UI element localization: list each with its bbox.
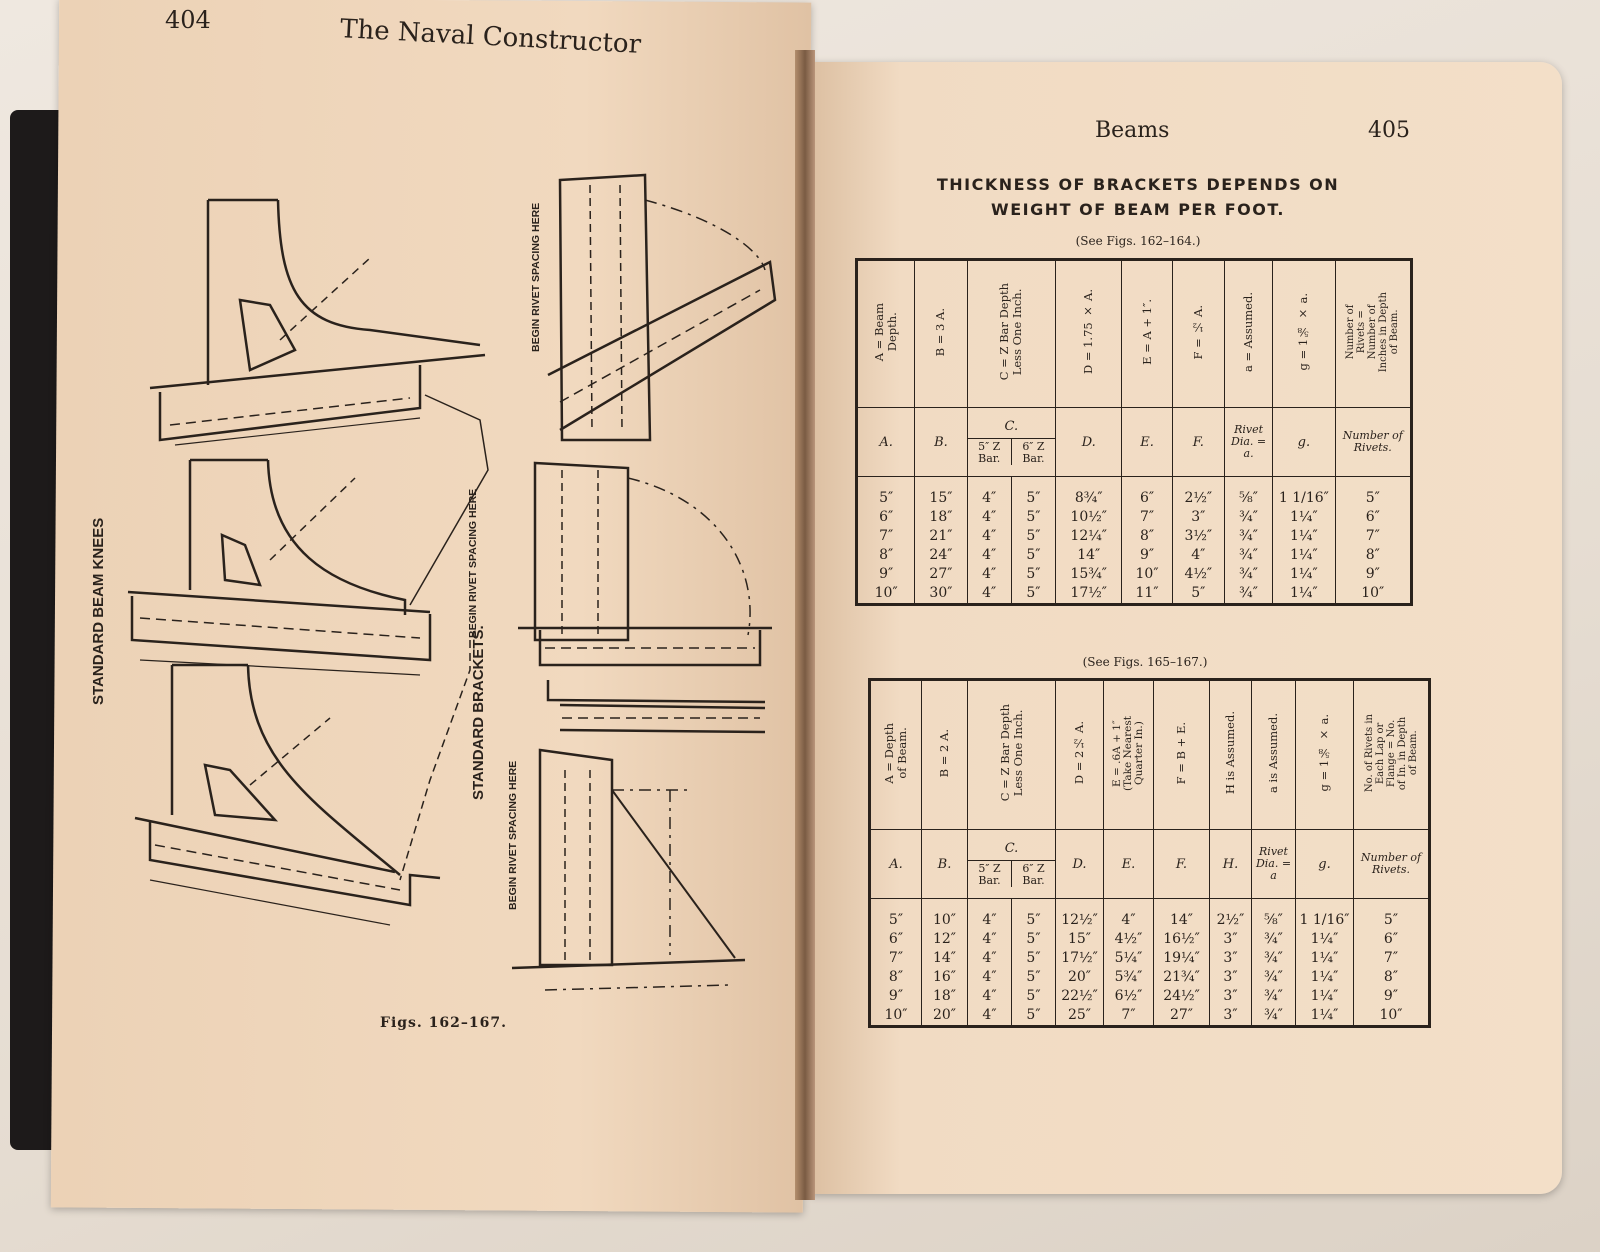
table-cell: 5″ (1026, 490, 1041, 506)
t2-label-B: B. (922, 830, 968, 899)
t1-label-A: A. (857, 408, 915, 477)
label-rivet-spacing-3: BEGIN RIVET SPACING HERE (507, 760, 519, 910)
table-cell: 12½″ (1061, 912, 1098, 928)
t2-col-g (1296, 899, 1354, 1027)
table-cell: ¾″ (1264, 950, 1283, 966)
table-cell: 4″ (1191, 547, 1206, 563)
t2-label-E: E. (1104, 830, 1154, 899)
t1-label-F: F. (1172, 408, 1224, 477)
table-cell: 18″ (932, 988, 957, 1004)
table-cell: 5″ (879, 490, 894, 506)
table-cell: 24½″ (1163, 988, 1200, 1004)
table-cell: 14″ (1169, 912, 1194, 928)
t2-label-H: H. (1210, 830, 1252, 899)
table-cell: 5¼″ (1114, 950, 1143, 966)
table-cell: 1¼″ (1290, 547, 1318, 563)
t2-header-g: g = 1⅝ × a. (1317, 714, 1331, 792)
bar-section-drawing (548, 680, 765, 732)
t1-col-E (1122, 477, 1172, 605)
right-running-head: Beams (1095, 118, 1170, 143)
table-cell: 17½″ (1061, 950, 1098, 966)
table-cell: 3″ (1223, 988, 1238, 1004)
table-cell: 6″ (879, 509, 894, 525)
t1-header-A: A = Beam Depth. (872, 302, 900, 362)
table-cell: 4″ (982, 1007, 997, 1023)
table-cell: 5″ (1026, 931, 1041, 947)
table-cell: ⅝″ (1239, 490, 1258, 506)
table-cell: 5″ (1026, 969, 1041, 985)
table-cell: 1¼″ (1310, 950, 1339, 966)
t2-header-D: D = 2½ A. (1072, 721, 1086, 785)
table-cell: 9″ (1383, 988, 1399, 1004)
table-cell: 27″ (929, 566, 953, 582)
table-cell: 10″ (1135, 566, 1159, 582)
table-cell: 17½″ (1070, 585, 1108, 601)
table-cell: 5″ (1026, 912, 1041, 928)
t2-col-A (870, 899, 922, 1027)
table-title-line-1: THICKNESS OF BRACKETS DEPENDS ON (936, 175, 1340, 194)
table-cell: 8″ (1383, 969, 1399, 985)
t2-header-a: a is Assumed. (1266, 713, 1280, 793)
table-cell: 5″ (1026, 547, 1041, 563)
table-cell: 4″ (982, 969, 997, 985)
t1-label-C: C. (1004, 419, 1019, 434)
table-cell: 5″ (888, 912, 904, 928)
table-cell: ¾″ (1239, 528, 1258, 544)
t1-label-C-sub (968, 438, 1055, 465)
label-standard-beam-knees: STANDARD BEAM KNEES (90, 517, 107, 705)
table-cell: 8″ (888, 969, 904, 985)
table-cell: 1¼″ (1310, 969, 1339, 985)
table-cell: 5″ (1026, 988, 1041, 1004)
table-cell: 10″ (884, 1007, 908, 1023)
table-cell: ¾″ (1264, 931, 1283, 947)
table-cell: 6½″ (1114, 988, 1143, 1004)
table-cell: 7″ (1383, 950, 1399, 966)
table-1-header-row (857, 260, 1412, 408)
table-cell: 5″ (1191, 585, 1206, 601)
table-cell: 25″ (1067, 1007, 1092, 1023)
t2-header-N: No. of Rivets in Each Lap or Flange = No. of In. in Depth of Beam. (1363, 713, 1419, 793)
table-cell: 9″ (888, 988, 904, 1004)
table-cell: 7″ (888, 950, 904, 966)
table-cell: 14″ (1077, 547, 1101, 563)
t1-header-C: C = Z Bar Depth Less One Inch. (997, 283, 1025, 381)
bracket-drawing-1 (548, 175, 775, 440)
table-1-label-row (857, 408, 1412, 477)
table-cell: 12″ (932, 931, 957, 947)
table-2-header-row (870, 680, 1430, 830)
table-cell: 7″ (1121, 1007, 1136, 1023)
table-1-data-row (857, 477, 1412, 605)
t2-col-D (1056, 899, 1104, 1027)
t1-col-C5 (968, 477, 1011, 603)
table-cell: 4″ (982, 931, 997, 947)
table-cell: 10″ (1361, 585, 1385, 601)
beam-knee-drawing-2 (128, 460, 430, 675)
t1-header-D: D = 1.75 × A. (1081, 289, 1096, 375)
table-cell: 1¼″ (1310, 988, 1339, 1004)
t1-col-D (1056, 477, 1122, 605)
table-cell: 6″ (1383, 931, 1399, 947)
table-cell: 27″ (1169, 1007, 1194, 1023)
t2-header-A: A = Depth of Beam. (882, 722, 909, 784)
table-cell: 5″ (1026, 950, 1041, 966)
t2-label-N: Number of Rivets. (1354, 830, 1430, 899)
table-cell: 20″ (1067, 969, 1092, 985)
t1-col-N (1335, 477, 1411, 605)
table-cell: 2½″ (1184, 490, 1213, 506)
table-2-data-row (870, 899, 1430, 1027)
t1-col-F (1172, 477, 1224, 605)
table-cell: ¾″ (1239, 547, 1258, 563)
left-running-head: The Naval Constructor (339, 14, 642, 60)
t1-header-B: B = 3 A. (933, 307, 948, 357)
label-standard-brackets: STANDARD BRACKETS. (470, 625, 487, 800)
table-cell: ¾″ (1239, 585, 1258, 601)
table-cell: 3″ (1191, 509, 1206, 525)
table-cell: ¾″ (1264, 969, 1283, 985)
t2-header-H: H is Assumed. (1223, 711, 1237, 795)
table-cell: ¾″ (1239, 509, 1258, 525)
t1-label-D: D. (1056, 408, 1122, 477)
see-figs-table-1: (See Figs. 162–164.) (1075, 234, 1201, 248)
table-cell: 3″ (1223, 931, 1238, 947)
table-cell: 1¼″ (1290, 566, 1318, 582)
t1-header-F: F = ½ A. (1190, 304, 1205, 360)
table-cell: ¾″ (1239, 566, 1258, 582)
table-cell: 22½″ (1061, 988, 1098, 1004)
table-cell: 1¼″ (1290, 585, 1318, 601)
table-cell: 5″ (1026, 585, 1041, 601)
t1-header-E: E = A + 1″. (1139, 299, 1154, 365)
table-cell: 6″ (1365, 509, 1380, 525)
right-page-number: 405 (1368, 118, 1410, 143)
t2-label-F: F. (1154, 830, 1210, 899)
label-rivet-spacing-2: BEGIN RIVET SPACING HERE (467, 488, 479, 638)
table-cell: 15¾″ (1070, 566, 1108, 582)
table-cell: 14″ (932, 950, 957, 966)
left-page-number: 404 (165, 6, 211, 34)
t1-label-N: Number of Rivets. (1335, 408, 1411, 477)
table-cell: 1¼″ (1290, 528, 1318, 544)
table-cell: 4″ (982, 950, 997, 966)
beam-knee-drawing-3 (135, 665, 440, 925)
t1-label-B: B. (915, 408, 967, 477)
t1-header-a: a = Assumed. (1241, 291, 1256, 373)
t2-label-C-6z: 6″ Z Bar. (1011, 861, 1055, 887)
table-cell: 4″ (982, 490, 997, 506)
table-cell: 30″ (929, 585, 953, 601)
table-cell: 7″ (879, 528, 894, 544)
t2-label-D: D. (1056, 830, 1104, 899)
t2-col-a (1252, 899, 1296, 1027)
figure-caption: Figs. 162–167. (380, 1015, 507, 1031)
t2-label-g: g. (1296, 830, 1354, 899)
table-cell: 6″ (1139, 490, 1155, 506)
table-cell: ¾″ (1264, 1007, 1283, 1023)
table-cell: 5″ (1026, 528, 1041, 544)
t1-col-B (915, 477, 967, 605)
table-cell: 4″ (982, 547, 997, 563)
t1-col-C (967, 477, 1055, 605)
table-cell: 19¼″ (1163, 950, 1200, 966)
table-cell: 7″ (1365, 528, 1380, 544)
table-cell: 5″ (1026, 566, 1041, 582)
t1-label-g: g. (1273, 408, 1335, 477)
table-cell: 4½″ (1114, 931, 1143, 947)
bracket-drawing-3 (512, 750, 745, 990)
table-cell: 20″ (932, 1007, 957, 1023)
t2-col-H (1210, 899, 1252, 1027)
t1-label-C-6z: 6″ Z Bar. (1011, 439, 1055, 465)
table-cell: 7″ (1139, 509, 1155, 525)
table-cell: 5″ (1026, 1007, 1041, 1023)
table-cell: 8″ (879, 547, 894, 563)
t1-header-N: Number of Rivets = Number of Inches in Depth of Beam. (1345, 291, 1401, 373)
t2-col-B (922, 899, 968, 1027)
table-cell: 3½″ (1184, 528, 1213, 544)
t2-label-A: A. (870, 830, 922, 899)
table-cell: 4½″ (1184, 566, 1213, 582)
table-cell: 1¼″ (1290, 509, 1318, 525)
table-cell: 16″ (932, 969, 957, 985)
t1-header-g: g = 1⅝ × a. (1296, 293, 1311, 371)
brackets-table-2 (868, 678, 1431, 1028)
table-cell: 15″ (1067, 931, 1092, 947)
table-cell: 5¾″ (1114, 969, 1143, 985)
table-cell: 9″ (1139, 547, 1155, 563)
t2-label-C-5z: 5″ Z Bar. (978, 862, 1001, 887)
t2-header-E: E = .6A + 1″ (Take Nearest Quarter In.) (1111, 715, 1145, 791)
t2-label-C-cell (968, 830, 1056, 899)
table-cell: 12¼″ (1070, 528, 1108, 544)
see-figs-table-2: (See Figs. 165–167.) (1082, 655, 1208, 669)
table-cell: 1 1/16″ (1278, 490, 1329, 506)
t1-col-C6 (1011, 477, 1055, 603)
table-cell: 5″ (1365, 490, 1380, 506)
table-cell: 4″ (982, 912, 997, 928)
table-2-label-row (870, 830, 1430, 899)
table-cell: 10″ (874, 585, 898, 601)
t2-label-C: C. (1004, 841, 1019, 856)
table-cell: ⅝″ (1264, 912, 1283, 928)
table-cell: 3″ (1223, 1007, 1238, 1023)
t2-col-C6 (1011, 899, 1055, 1025)
table-cell: 8″ (1139, 528, 1155, 544)
table-title (888, 172, 1388, 222)
table-cell: 8¾″ (1074, 490, 1103, 506)
table-cell: 1 1/16″ (1299, 912, 1350, 928)
table-cell: 4″ (982, 585, 997, 601)
table-cell: 4″ (1121, 912, 1136, 928)
table-cell: 4″ (982, 988, 997, 1004)
table-cell: 5″ (1383, 912, 1399, 928)
table-cell: 2½″ (1216, 912, 1245, 928)
t2-col-C (968, 899, 1056, 1027)
table-cell: 24″ (929, 547, 953, 563)
table-cell: 9″ (1365, 566, 1380, 582)
t2-col-E (1104, 899, 1154, 1027)
bracket-drawing-2 (518, 463, 772, 665)
beam-knee-bracket-drawings (0, 0, 800, 1100)
t1-col-a (1224, 477, 1272, 605)
t1-col-g (1273, 477, 1335, 605)
t2-label-a: Rivet Dia. = a (1252, 830, 1296, 899)
t2-col-C5 (968, 899, 1011, 1025)
table-cell: 4″ (982, 509, 997, 525)
beam-knee-drawing-1 (150, 200, 485, 445)
t1-label-a: Rivet Dia. = a. (1224, 408, 1272, 477)
table-title-line-2: WEIGHT OF BEAM PER FOOT. (991, 200, 1285, 219)
table-cell: 3″ (1223, 969, 1238, 985)
t1-label-C-5z: 5″ Z Bar. (978, 440, 1001, 465)
table-cell: 3″ (1223, 950, 1238, 966)
table-cell: 6″ (888, 931, 904, 947)
table-cell: 10″ (932, 912, 957, 928)
table-cell: 4″ (982, 528, 997, 544)
table-cell: 5″ (1026, 509, 1041, 525)
t2-header-B: B = 2 A. (937, 728, 951, 778)
t2-header-F: F = B + E. (1174, 721, 1188, 785)
t2-header-C: C = Z Bar Depth Less One Inch. (997, 704, 1025, 802)
t1-label-C-cell (967, 408, 1055, 477)
table-cell: 4″ (982, 566, 997, 582)
table-cell: 21¾″ (1163, 969, 1200, 985)
t2-col-F (1154, 899, 1210, 1027)
t2-col-N (1354, 899, 1430, 1027)
brackets-table-1 (855, 258, 1413, 606)
table-cell: 15″ (929, 490, 953, 506)
label-rivet-spacing-1: BEGIN RIVET SPACING HERE (530, 202, 542, 352)
t1-label-E: E. (1122, 408, 1172, 477)
table-cell: 1¼″ (1310, 1007, 1339, 1023)
table-cell: ¾″ (1264, 988, 1283, 1004)
table-cell: 18″ (929, 509, 953, 525)
table-cell: 8″ (1365, 547, 1380, 563)
table-cell: 16½″ (1163, 931, 1200, 947)
table-cell: 21″ (929, 528, 953, 544)
table-cell: 10½″ (1070, 509, 1108, 525)
table-cell: 11″ (1135, 585, 1159, 601)
table-cell: 10″ (1379, 1007, 1403, 1023)
table-cell: 1¼″ (1310, 931, 1339, 947)
t1-col-A (857, 477, 915, 605)
table-cell: 9″ (879, 566, 894, 582)
t2-label-C-sub (968, 860, 1055, 887)
